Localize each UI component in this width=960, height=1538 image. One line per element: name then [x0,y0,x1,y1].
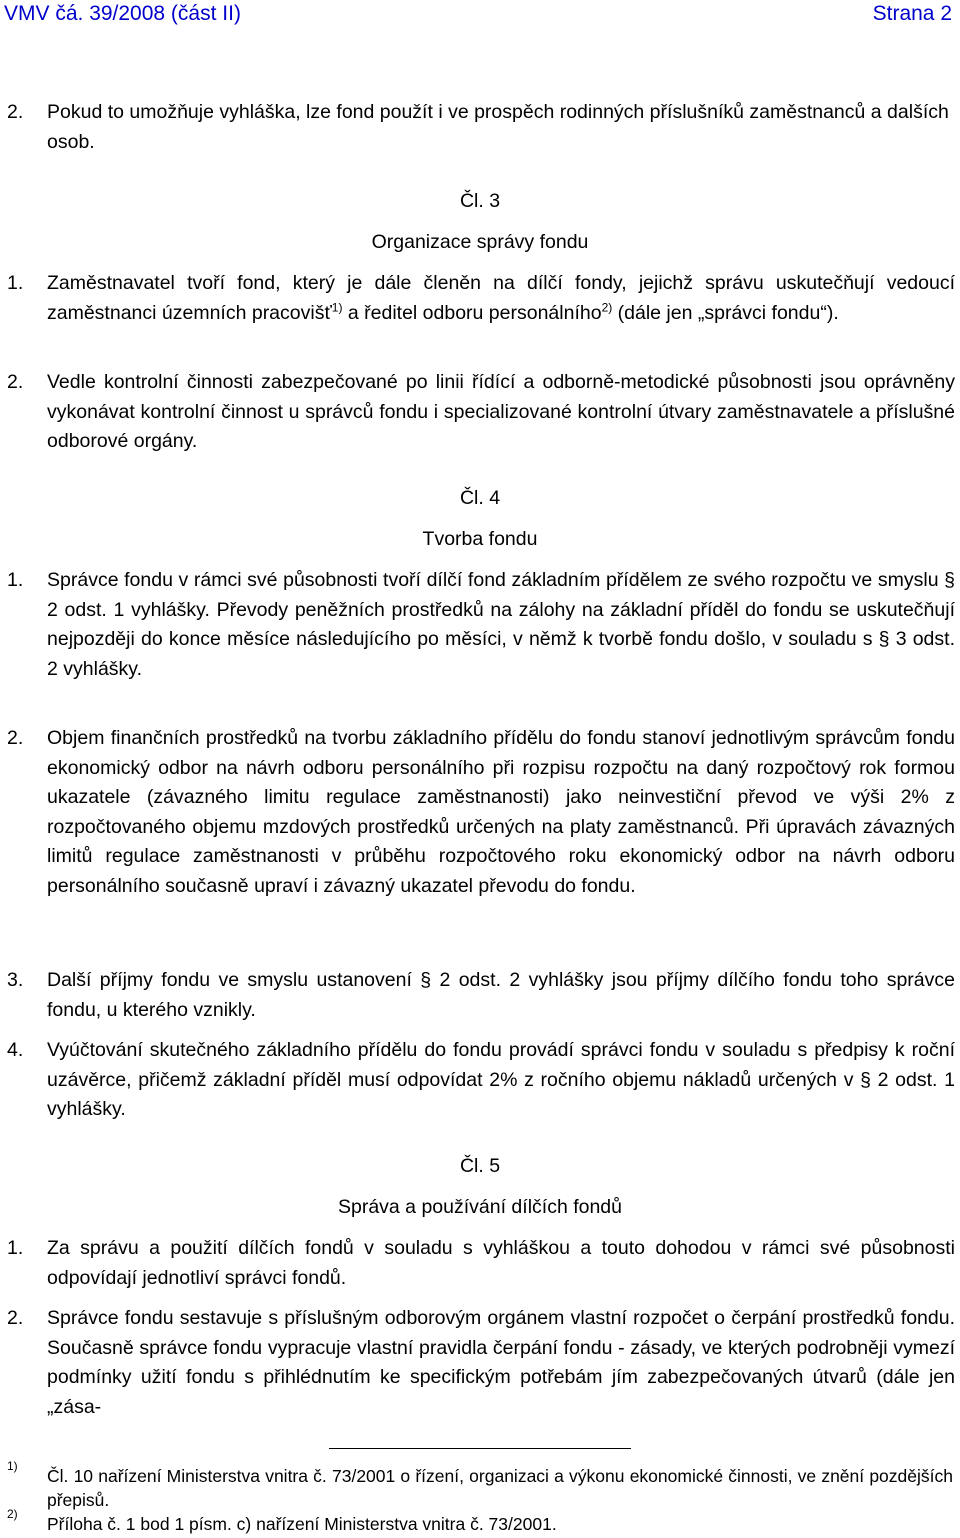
item-text [47,269,955,328]
item-text: Pokud to umožňuje vyhláška, lze fond použít i ve prospěch rodinných příslušníků zaměstnanců a dalších osob. [47,101,949,153]
item-number: 3. [7,969,24,991]
footnote-text: Čl. 10 nařízení Ministerstva vnitra č. 73/2001 o řízení, organizaci a výkonu ekonomické činnosti, ve znění pozdějších přepisů. [47,1466,953,1510]
item-text: Objem finančních prostředků na tvorbu základního přídělu do fondu stanoví jednotlivým správcům fondu ekonomický odbor na návrh odboru personálního při rozpisu rozpočtu na daný rozpočtový rok formou ukazatele (závazného limitu regulace zaměstnanosti) jako neinvestiční převod ve výši 2% z rozpočtovaného objemu mzdových prostředků určených na platy zaměstnanců. Při úpravách závazných limitů regulace zaměstnanosti v průběhu rozpočtového roku ekonomický odbor na návrh odboru personálního současně upraví i závazný ukazatel převodu do fondu. [47,727,955,897]
page-header [0,0,960,40]
item-number: 4. [7,1039,24,1061]
item-text: Další příjmy fondu ve smyslu ustanovení § 2 odst. 2 vyhlášky jsou příjmy dílčího fondu toho správce fondu, u kterého vznikly. [47,969,955,1021]
item-text-part: a ředitel odboru personálního [342,301,602,324]
item-number: 2. [7,1307,24,1329]
item-text-part: (dále jen „správci fondu“). [612,301,839,324]
item-number: 2. [7,101,24,123]
item-number: 2. [7,371,24,393]
item-number: 1. [7,1237,24,1259]
item-text: Vedle kontrolní činnosti zabezpečované po linii řídící a odborně-metodické působnosti jsou oprávněny vykonávat kontrolní činnost u správců fondu i specializované kontrolní útvary zaměstnavatele a příslušné odborové orgány. [47,371,955,452]
item-number: 1. [7,272,24,294]
header-issue: VMV čá. 39/2008 (část II) [4,2,241,25]
article-3-title: Organizace správy fondu [371,231,589,253]
footnote-mark: 1) [7,1459,18,1473]
item-text: Vyúčtování skutečného základního přídělu do fondu provádí správci fondu v souladu s předpisy k roční uzávěrce, přičemž základní příděl musí odpovídat 2% z ročního objemu nákladů určených v § 2 odst. 1 vyhlášky. [47,1039,955,1120]
footnote-ref-1: 1) [331,300,343,314]
header-page-number: Strana 2 [872,2,952,25]
item-text-part: Zaměstnavatel tvoří fond, který je dále členěn na dílčí fondy, jejichž správu uskutečňují vedoucí zaměstnanci územních pracovišť [47,272,955,324]
item-number: 1. [7,569,24,591]
article-5-title: Správa a používání dílčích fondů [337,1196,623,1218]
footnote-separator [329,1448,631,1449]
item-number: 2. [7,727,24,749]
footnote-text: Příloha č. 1 bod 1 písm. c) nařízení Ministerstva vnitra č. 73/2001. [47,1514,557,1534]
footnote-mark: 2) [7,1507,18,1521]
item-text: Správce fondu v rámci své působnosti tvoří dílčí fond základním přídělem ze svého rozpočtu ve smyslu § 2 odst. 1 vyhlášky. Převody peněžních prostředků na zálohy na základní příděl do fondu se uskutečňují nejpozději do konce měsíce následujícího po měsíci, v němž k tvorbě fondu došlo, v souladu s § 3 odst. 2 vyhlášky. [47,569,955,680]
item-text: Za správu a použití dílčích fondů v souladu s vyhláškou a touto dohodou v rámci své působnosti odpovídají jednotliví správci fondů. [47,1237,955,1289]
article-5-heading: Čl. 5 [459,1155,501,1177]
article-3-heading: Čl. 3 [459,190,501,212]
article-4-heading: Čl. 4 [459,487,501,509]
footnote-ref-2: 2) [601,300,613,314]
article-4-title: Tvorba fondu [422,528,538,550]
item-text: Správce fondu sestavuje s příslušným odborovým orgánem vlastní rozpočet o čerpání prostředků fondu. Současně správce fondu vypracuje vlastní pravidla čerpání fondu - zásady, ve kterých podrobněji vymezí podmínky užití fondu s přihlédnutím ke specifickým potřebám jím zabezpečovaných útvarů (dále jen „zása- [47,1307,955,1418]
